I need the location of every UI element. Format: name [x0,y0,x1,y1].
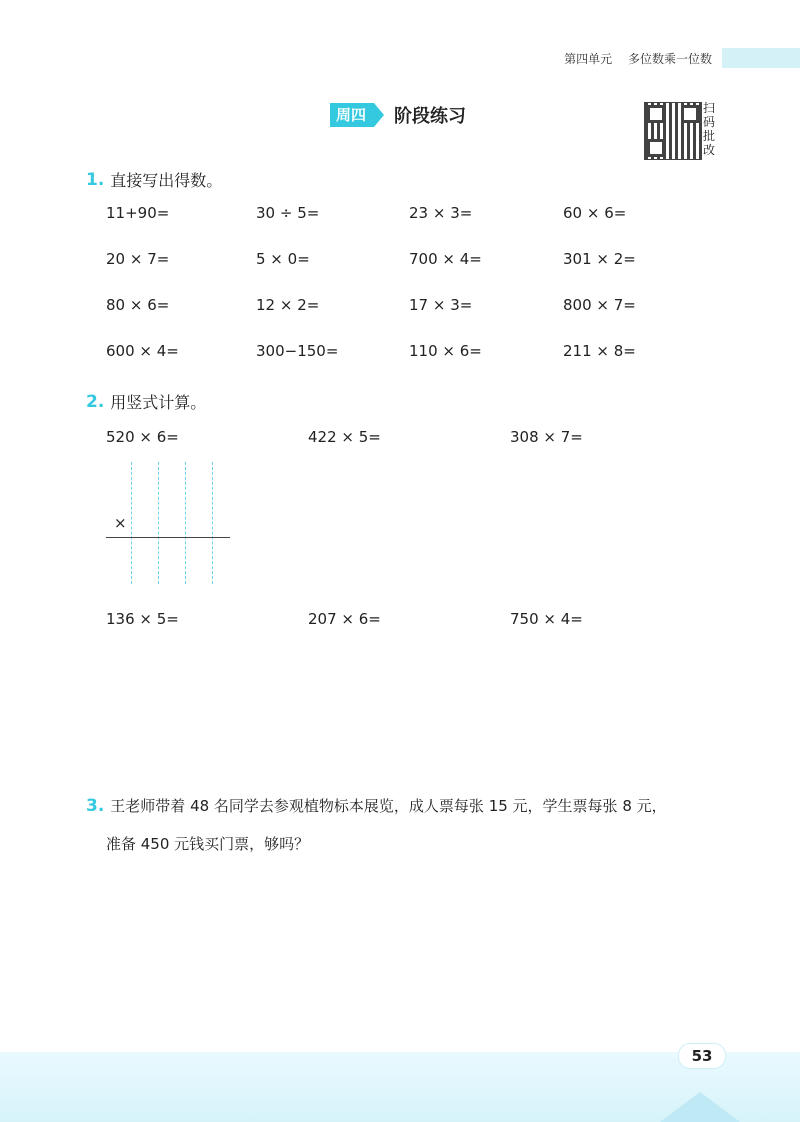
question-prompt: 用竖式计算。 [110,393,207,412]
question-2-heading [86,390,206,413]
question-3-line-1: 王老师带着 48 名同学去参观植物标本展览，成人票每张 15 元，学生票每张 8 元， [110,797,667,815]
q1-item: 17 × 3= [409,296,473,314]
q1-item: 23 × 3= [409,204,473,222]
q1-item: 20 × 7= [106,250,170,268]
qr-label: 扫码批改 [703,101,716,157]
grid-guide-line [185,462,186,584]
q1-item: 600 × 4= [106,342,179,360]
q1-item: 301 × 2= [563,250,636,268]
grid-guide-line [158,462,159,584]
q1-item: 110 × 6= [409,342,482,360]
grid-guide-line [131,462,132,584]
question-prompt: 直接写出得数。 [110,171,223,190]
q1-item: 800 × 7= [563,296,636,314]
header-text [552,50,712,67]
day-badge: 周四 [330,103,374,127]
topic-label: 多位数乘一位数 [627,52,712,66]
q2-item: 422 × 5= [308,428,381,446]
q1-item: 300−150= [256,342,339,360]
page-number: 53 [678,1043,726,1069]
q1-item: 30 ÷ 5= [256,204,320,222]
question-number: 3. [86,796,105,816]
grid-guide-line [212,462,213,584]
result-line [106,537,230,538]
q2-item: 308 × 7= [510,428,583,446]
page-header [0,48,800,70]
question-3-line-2: 准备 450 元钱买门票，够吗？ [106,835,310,853]
q1-item: 211 × 8= [563,342,636,360]
q1-item: 700 × 4= [409,250,482,268]
question-number: 2. [86,391,105,412]
vertical-calc-grid[interactable] [106,462,232,584]
question-number: 1. [86,169,105,190]
q1-item: 60 × 6= [563,204,627,222]
header-bar [722,48,800,68]
footer-decoration [660,1092,740,1122]
question-1-heading [86,168,222,191]
q2-item: 136 × 5= [106,610,179,628]
q2-item: 520 × 6= [106,428,179,446]
qr-code-icon[interactable] [644,102,702,160]
page-title [330,103,466,127]
q1-item: 5 × 0= [256,250,310,268]
q1-item: 11+90= [106,204,170,222]
q1-item: 12 × 2= [256,296,320,314]
multiply-sign: × [114,514,127,532]
title-text: 阶段练习 [394,106,467,127]
q2-item: 207 × 6= [308,610,381,628]
unit-label: 第四单元 [564,52,613,66]
q1-item: 80 × 6= [106,296,170,314]
q2-item: 750 × 4= [510,610,583,628]
question-3-text [86,795,667,816]
